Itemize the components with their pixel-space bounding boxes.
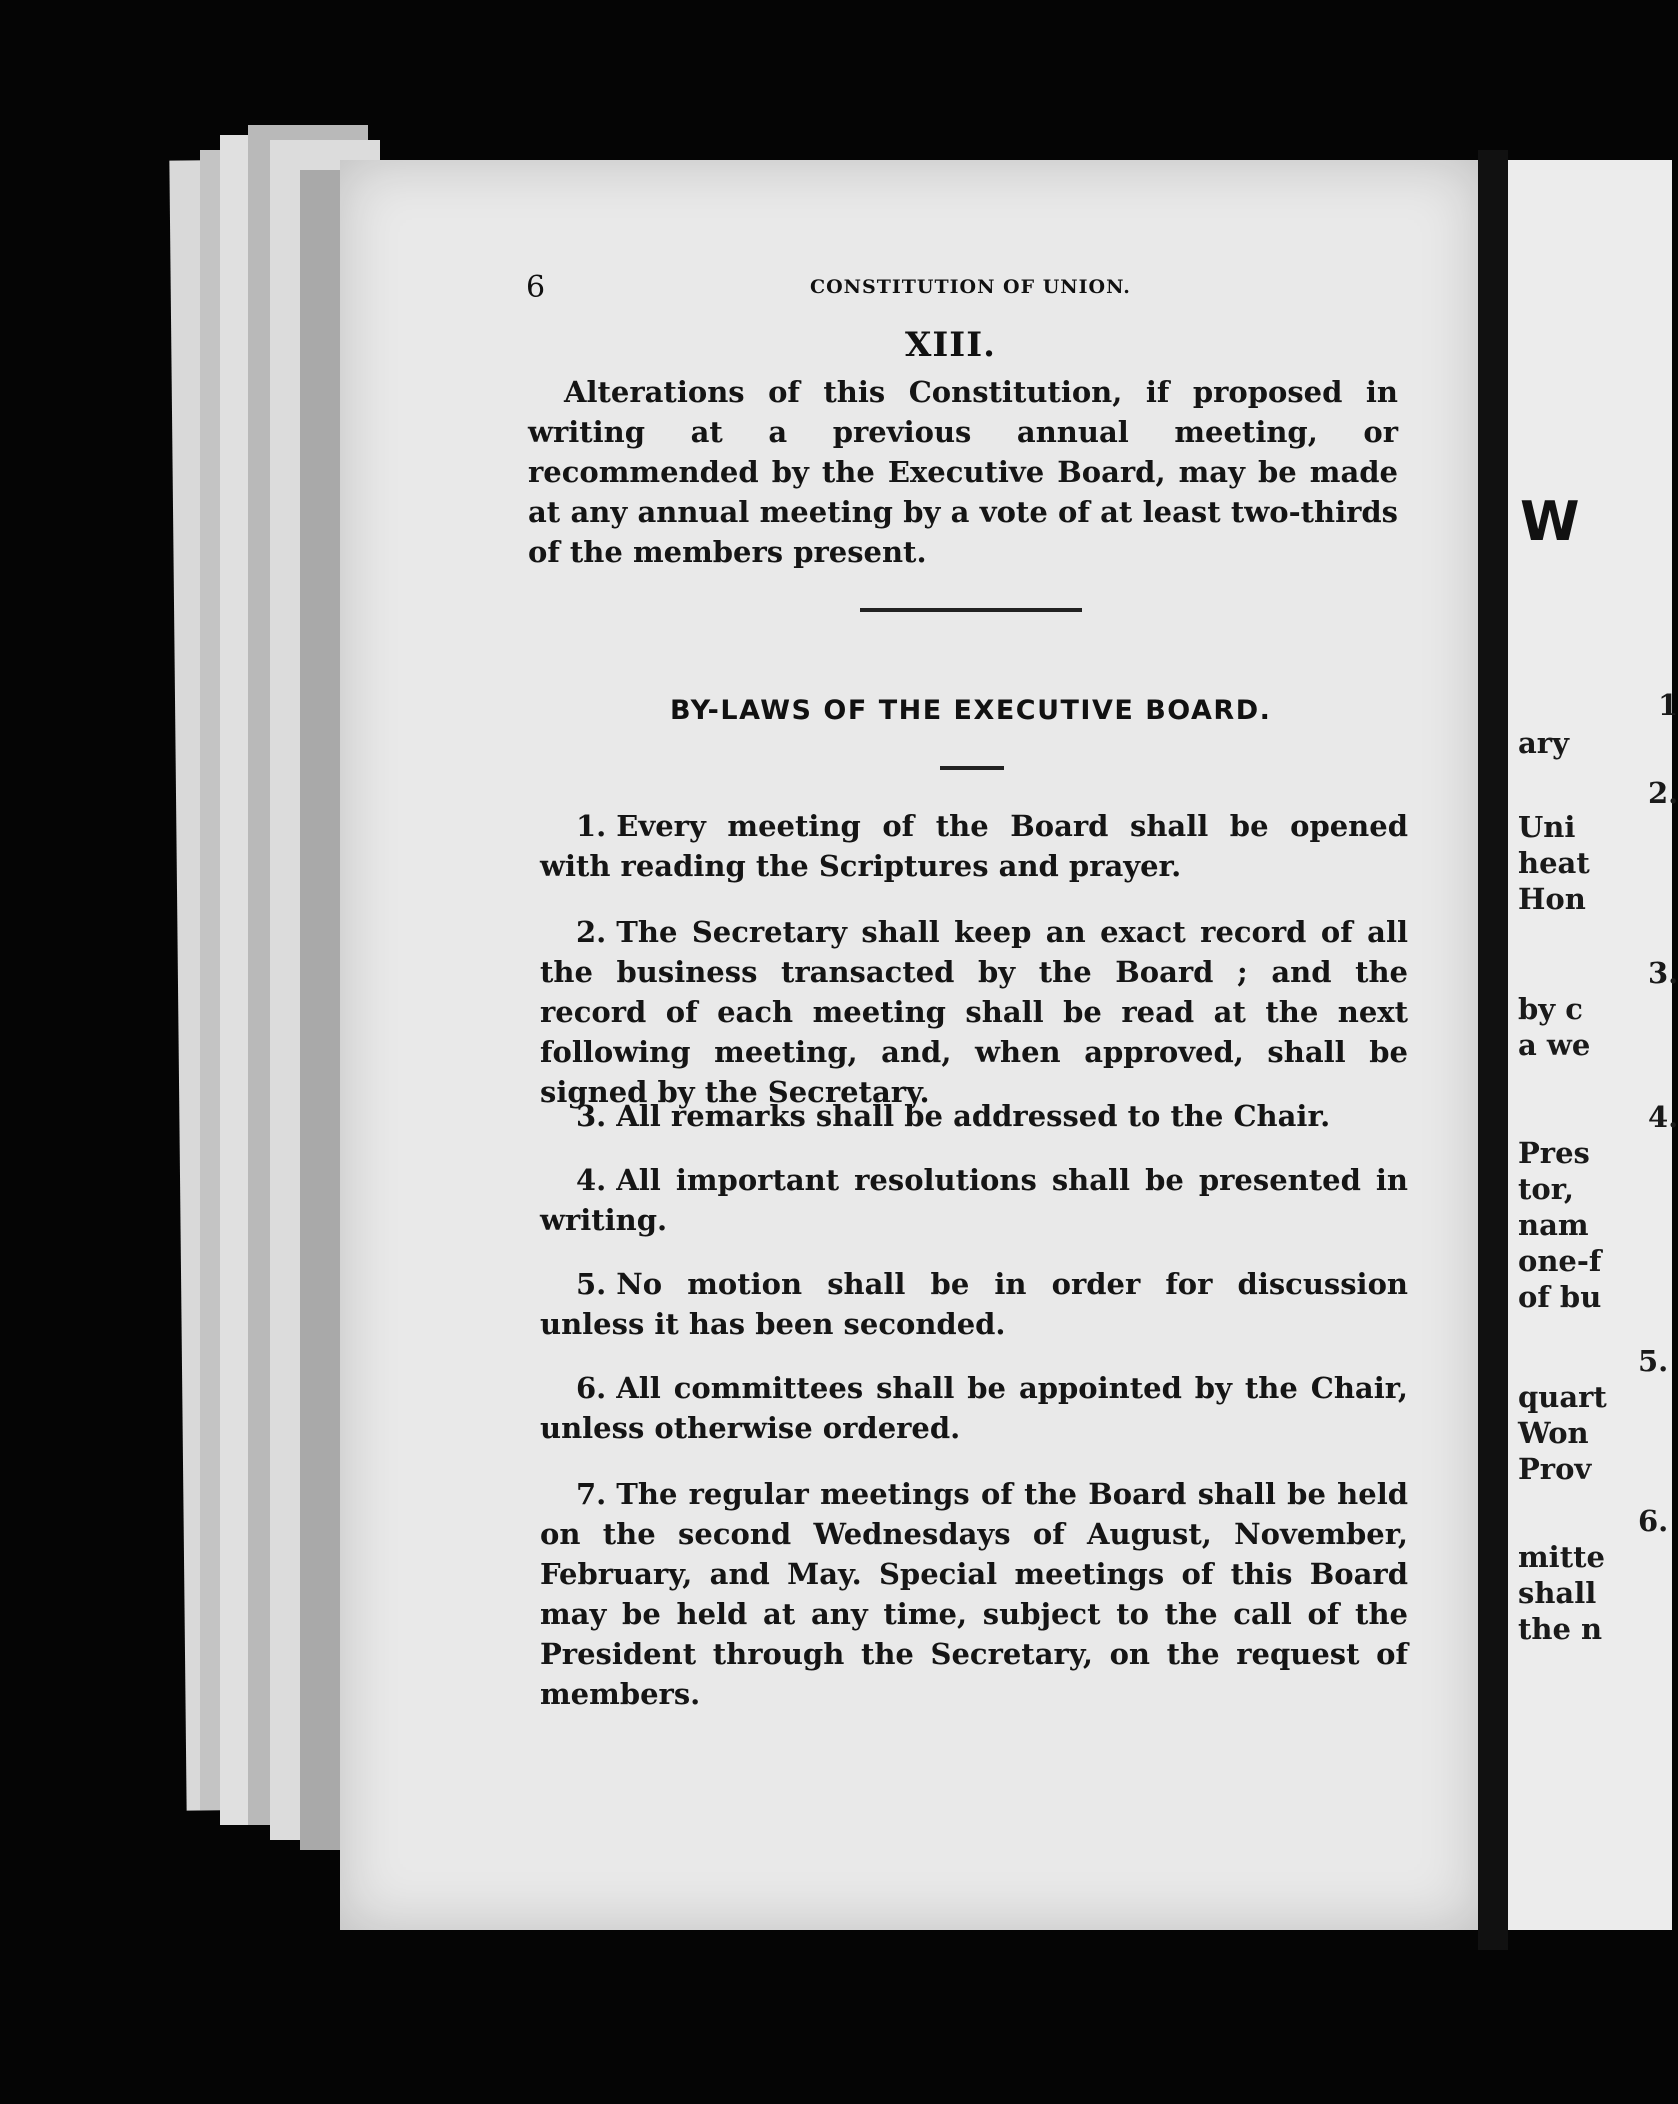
facing-fragment: Pres [1518, 1136, 1590, 1170]
facing-fragment: nam [1518, 1208, 1589, 1242]
bylaw-item [540, 1474, 1408, 1714]
bylaw-text: All remarks shall be addressed to the Chair. [616, 1099, 1331, 1133]
bylaw-text: Every meeting of the Board shall be opened with reading the Scriptures and prayer. [540, 809, 1408, 883]
bylaw-number: 5. [576, 1267, 607, 1301]
bylaw-text: The regular meetings of the Board shall be held on the second Wednesdays of August, November, February, and May. Special meetings of this Board may be held at any time, subject to the call of the President through the Secretary, on the request of members. [540, 1477, 1408, 1711]
facing-fragment: mitte [1518, 1540, 1605, 1574]
section-divider [860, 608, 1082, 612]
facing-fragment: by c [1518, 992, 1583, 1026]
bylaw-number: 4. [576, 1163, 607, 1197]
bylaw-item [540, 1160, 1408, 1240]
facing-fragment: the n [1518, 1612, 1603, 1646]
bylaw-item [540, 1264, 1408, 1344]
bylaw-number: 1. [576, 809, 607, 843]
facing-fragment: a we [1518, 1028, 1591, 1062]
facing-fragment: Prov [1518, 1452, 1592, 1486]
bylaw-number: 6. [576, 1371, 607, 1405]
bylaw-item [540, 912, 1408, 1112]
bylaw-item [540, 1096, 1408, 1136]
facing-fragment: Hon [1518, 882, 1586, 916]
document-page [340, 160, 1480, 1930]
facing-fragment: quart [1518, 1380, 1607, 1414]
bylaw-number: 3. [576, 1099, 607, 1133]
bylaw-item [540, 806, 1408, 886]
facing-fragment: Won [1518, 1416, 1589, 1450]
facing-fragment: heat [1518, 846, 1590, 880]
bylaw-number: 2. [576, 915, 607, 949]
facing-page-letter: W [1520, 490, 1580, 553]
article-numeral: XIII. [905, 325, 996, 365]
facing-fragment: one-f [1518, 1244, 1602, 1278]
bylaw-text: All important resolutions shall be presented in writing. [540, 1163, 1408, 1237]
facing-fragment: 6. [1638, 1504, 1669, 1538]
facing-fragment: 1 [1658, 688, 1678, 722]
facing-fragment: ary [1518, 726, 1569, 760]
article-text: Alterations of this Constitution, if proposed in writing at a previous annual meeting, or recommended by the Executive Board, may be made at any annual meeting by a vote of at least two-thirds of the members present. [528, 375, 1398, 569]
bylaw-item [540, 1368, 1408, 1448]
bylaw-number: 7. [576, 1477, 607, 1511]
facing-fragment: shall [1518, 1576, 1597, 1610]
facing-fragment: of bu [1518, 1280, 1602, 1314]
section-title: BY-LAWS OF THE EXECUTIVE BOARD. [670, 695, 1272, 726]
running-head-title: CONSTITUTION OF UNION. [810, 276, 1131, 298]
bylaw-text: All committees shall be appointed by the Chair, unless otherwise ordered. [540, 1371, 1408, 1445]
bylaw-text: The Secretary shall keep an exact record of all the business transacted by the Board ; and the record of each meeting shall be read at the next following meeting, and, when approved, shall be signed by the Secretary. [540, 915, 1408, 1109]
facing-fragment: 3. [1648, 956, 1678, 990]
facing-page [1508, 160, 1678, 1930]
facing-fragment: Uni [1518, 810, 1576, 844]
bylaw-text: No motion shall be in order for discussion unless it has been seconded. [540, 1267, 1408, 1341]
facing-fragment: 5. [1638, 1344, 1669, 1378]
facing-fragment: 4. [1648, 1100, 1678, 1134]
page-number: 6 [526, 270, 546, 305]
book-spine [1478, 150, 1508, 1950]
title-underline [940, 766, 1004, 770]
facing-fragment: 2. [1648, 776, 1678, 810]
facing-fragment: tor, [1518, 1172, 1575, 1206]
